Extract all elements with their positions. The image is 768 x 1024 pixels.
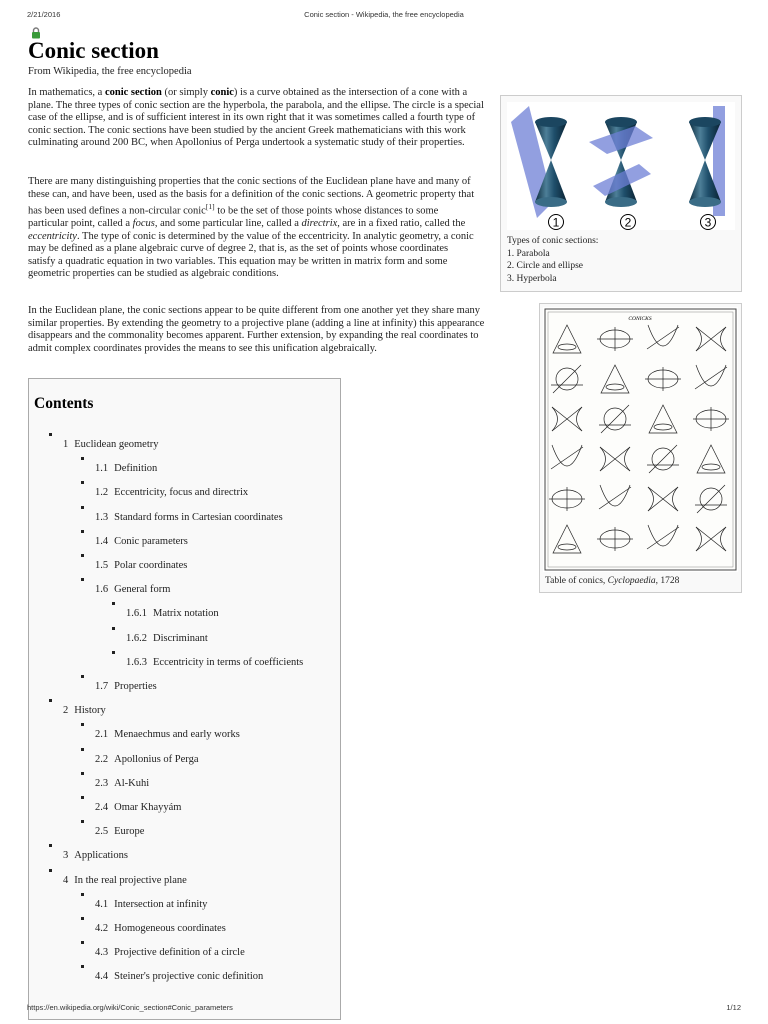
caption-item: 3. Hyperbola: [507, 273, 557, 284]
toc-item[interactable]: [95, 754, 199, 765]
toc-label: Standard forms in Cartesian coordinates: [114, 511, 283, 523]
toc-item[interactable]: [63, 875, 187, 886]
toc-item[interactable]: [63, 705, 106, 716]
toc-bullet: [49, 699, 52, 702]
toc-label: Menaechmus and early works: [114, 729, 240, 741]
toc-label: Europe: [114, 826, 145, 838]
toc-label: Omar Khayyám: [114, 802, 182, 813]
toc-number: 1.1: [95, 463, 109, 475]
toc-number: 1.5: [95, 560, 109, 571]
toc-number: 4.1: [95, 898, 109, 910]
toc-bullet: [49, 844, 52, 847]
toc-item[interactable]: [95, 899, 207, 910]
toc-label: Definition: [114, 463, 158, 475]
conic-types-image[interactable]: [507, 102, 735, 230]
toc-item[interactable]: [95, 947, 245, 958]
toc-number: 1.2: [95, 487, 109, 499]
toc-bullet: [81, 820, 84, 823]
caption-item: 2. Circle and ellipse: [507, 261, 583, 271]
toc-bullet: [81, 481, 84, 484]
toc-label: History: [74, 705, 106, 717]
figure-number: 2: [624, 215, 632, 230]
toc-item[interactable]: [95, 971, 263, 982]
toc-label: Apollonius of Perga: [114, 753, 199, 765]
toc-label: General form: [114, 584, 171, 596]
toc-number: 4.4: [95, 971, 109, 983]
toc-label: In the real projective plane: [74, 874, 187, 886]
cone-parabola: [511, 106, 567, 218]
toc-bullet: [81, 772, 84, 775]
citation-link[interactable]: [1]: [205, 202, 215, 211]
toc-bullet: [81, 675, 84, 678]
toc-number: 2.5: [95, 826, 109, 838]
toc-item[interactable]: [63, 850, 128, 861]
toc-number: 4.3: [95, 947, 109, 959]
page-url: https://en.wikipedia.org/wiki/Conic_section#Conic_parameters: [27, 1003, 233, 1012]
toc-label: Euclidean geometry: [74, 439, 159, 450]
toc-bullet: [81, 796, 84, 799]
table-of-conics-plate[interactable]: [543, 307, 738, 572]
toc-item[interactable]: [95, 536, 188, 547]
toc-number: 1.7: [95, 681, 109, 692]
print-title: Conic section - Wikipedia, the free encyclopedia: [304, 10, 464, 19]
toc-number: 2: [63, 705, 69, 717]
toc-label: Al-Kuhi: [114, 777, 150, 789]
properties-paragraph: There are many distinguishing properties that the conic sections of the Euclidean plane have and many of these can, and have been, used as the basis for a definition of the conic sections. A geometric property that has been used defines a non-circular conic[1] to be the set of those points whose distances to some particular point, called a focus, and some particular line, called a directrix, are in a fixed ratio, called the eccentricity. The type of conic is determined by the value of the eccentricity. In analytic geometry, a conic may be defined as a plane algebraic curve of degree 2, that is, as the set of points whose coordinates satisfy a quadratic equation in two variables. This equation may be written in matrix form and some geometric properties can be studied as algebraic conditions.: [28, 176, 475, 279]
toc-label: Conic parameters: [114, 535, 188, 547]
toc-bullet: [81, 748, 84, 751]
toc-item[interactable]: [95, 778, 149, 789]
toc-bullet: [81, 723, 84, 726]
toc-item[interactable]: [95, 560, 187, 571]
toc-bullet: [81, 965, 84, 968]
toc-bullet: [81, 530, 84, 533]
toc-bullet: [49, 869, 52, 872]
cyclopaedia-caption: Table of conics, Cyclopaedia, 1728: [545, 576, 680, 586]
conic-types-caption: [507, 235, 598, 285]
toc-number: 1.6: [95, 584, 109, 596]
table-of-contents: [28, 378, 341, 1020]
intro-paragraph: In mathematics, a conic section (or simply conic) is a curve obtained as the intersection of a cone with a plane. The three types of conic section are the hyperbola, the parabola, and the ellipse. The circle is a special case of the ellipse, and is of sufficient interest in its own right that it was sometimes called a fourth type of conic section. The conic sections have been studied by the ancient Greek mathematicians with this work culminating around 200 BC, when Apollonius of Perga undertook a systematic study of their properties.: [28, 87, 484, 148]
page-title: Conic section: [28, 38, 159, 63]
toc-number: 2.2: [95, 753, 109, 765]
toc-label: Polar coordinates: [114, 560, 188, 571]
toc-number: 1.6.1: [126, 608, 147, 620]
toc-bullet: [81, 457, 84, 460]
caption-item: 1. Parabola: [507, 248, 550, 259]
toc-number: 1.3: [95, 511, 109, 523]
toc-bullet: [81, 578, 84, 581]
toc-item[interactable]: [95, 681, 157, 692]
toc-number: 2.3: [95, 777, 109, 789]
page-subtitle: From Wikipedia, the free encyclopedia: [28, 66, 192, 77]
toc-bullet: [112, 627, 115, 630]
toc-label: Eccentricity in terms of coefficients: [153, 656, 304, 668]
toc-bullet: [49, 433, 52, 436]
toc-item[interactable]: [95, 802, 181, 813]
toc-bullet: [81, 506, 84, 509]
toc-label: Properties: [114, 681, 157, 692]
toc-bullet: [112, 602, 115, 605]
figure-number: 3: [704, 215, 712, 230]
cone-hyperbola: [689, 106, 725, 216]
toc-item[interactable]: [126, 657, 303, 668]
toc-number: 1.4: [95, 535, 109, 547]
toc-item[interactable]: [63, 439, 159, 450]
page-number: 1/12: [726, 1003, 741, 1012]
figure-number: 1: [552, 215, 560, 230]
toc-item[interactable]: [126, 608, 219, 619]
toc-item[interactable]: [95, 584, 170, 595]
toc-label: Intersection at infinity: [114, 898, 208, 910]
cyclopaedia-figure: [539, 303, 742, 593]
projective-paragraph: In the Euclidean plane, the conic sections appear to be quite different from one another yet they share many similar properties. By extending the geometry to a projective plane (adding a line at infinity) this appearance disappears and the commonality becomes apparent. Further extension, by expanding the real coordinates to admit complex coordinates provides the means to see this unification algebraically.: [28, 305, 485, 354]
toc-bullet: [81, 917, 84, 920]
toc-number: 1.6.3: [126, 656, 147, 668]
toc-bullet: [81, 554, 84, 557]
print-date: 2/21/2016: [27, 10, 61, 19]
toc-number: 2.1: [95, 729, 109, 741]
toc-bullet: [112, 651, 115, 654]
toc-label: Eccentricity, focus and directrix: [114, 487, 249, 499]
toc-item[interactable]: [95, 923, 226, 934]
cyclopaedia-link[interactable]: Cyclopaedia: [607, 576, 656, 586]
toc-bullet: [81, 893, 84, 896]
toc-number: 4.2: [95, 923, 109, 934]
caption-title: Types of conic sections:: [507, 236, 599, 246]
toc-item[interactable]: [95, 512, 283, 523]
toc-item[interactable]: [126, 633, 208, 644]
toc-item[interactable]: [95, 729, 240, 740]
conic-types-figure: [500, 95, 742, 292]
toc-number: 2.4: [95, 802, 109, 813]
toc-item[interactable]: [95, 826, 144, 837]
toc-bullet: [81, 941, 84, 944]
toc-number: 1.6.2: [126, 632, 147, 644]
toc-title: Contents: [34, 395, 94, 412]
toc-label: Projective definition of a circle: [114, 947, 245, 959]
plate-title: CONICKS: [628, 316, 652, 322]
toc-number: 3: [63, 850, 69, 862]
toc-label: Discriminant: [153, 632, 208, 644]
toc-number: 1: [63, 439, 69, 450]
toc-number: 4: [63, 874, 69, 886]
toc-item[interactable]: [95, 463, 157, 474]
toc-label: Matrix notation: [153, 608, 219, 620]
toc-item[interactable]: [95, 487, 248, 498]
toc-label: Homogeneous coordinates: [114, 923, 226, 934]
toc-label: Applications: [74, 850, 128, 862]
cone-circle-ellipse: [589, 117, 653, 207]
toc-label: Steiner's projective conic definition: [114, 971, 264, 983]
